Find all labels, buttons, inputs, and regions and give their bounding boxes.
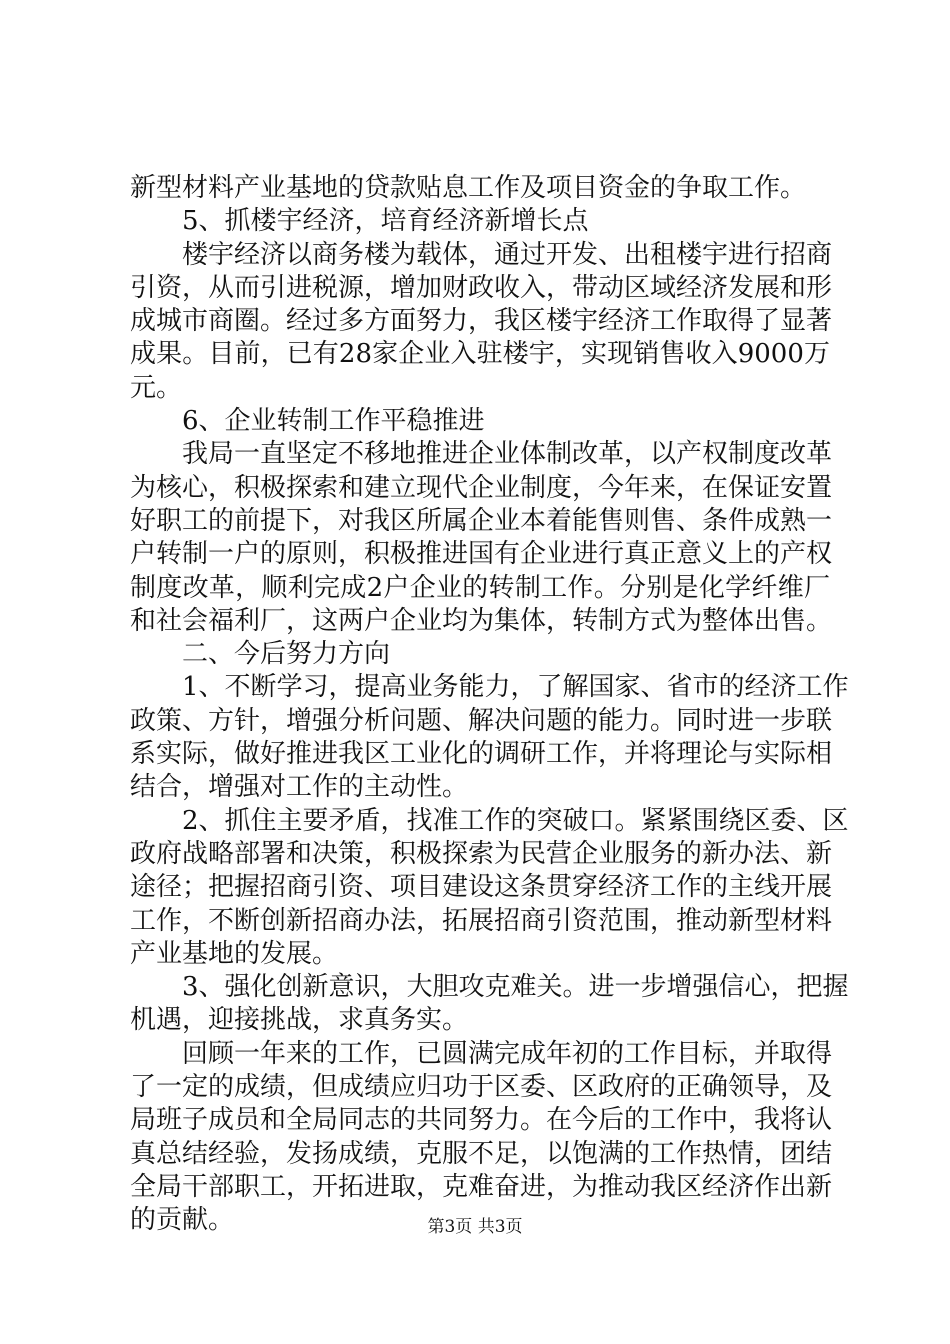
text-line: 楼宇经济以商务楼为载体，通过开发、出租楼宇进行招商 (182, 239, 833, 270)
text-line: 二、今后努力方向 (182, 639, 391, 670)
text-line: 引资，从而引进税源，增加财政收入，带动区域经济发展和形 (130, 272, 833, 303)
text-line: 新型材料产业基地的贷款贴息工作及项目资金的争取工作。 (130, 173, 807, 203)
text-line: 成城市商圈。经过多方面努力，我区楼宇经济工作取得了显著 (130, 306, 833, 337)
text-line: 真总结经验，发扬成绩，克服不足，以饱满的工作热情，团结 (130, 1138, 833, 1169)
text-line: 好职工的前提下，对我区所属企业本着能售则售、条件成熟一 (130, 505, 833, 536)
text-line: 6、企业转制工作平稳推进 (182, 406, 485, 437)
text-line: 政府战略部署和决策，积极探索为民营企业服务的新办法、新 (130, 838, 833, 869)
document-body (130, 172, 849, 1238)
text-line: 回顾一年来的工作，已圆满完成年初的工作目标，并取得 (182, 1038, 833, 1069)
text-line: 局班子成员和全局同志的共同努力。在今后的工作中，我将认 (130, 1105, 833, 1136)
text-line: 3、强化创新意识，大胆攻克难关。进一步增强信心，把握 (182, 972, 849, 1003)
text-line: 结合，增强对工作的主动性。 (130, 772, 469, 803)
text-line: 5、抓楼宇经济，培育经济新增长点 (182, 206, 589, 237)
text-line: 工作，不断创新招商办法，拓展招商引资范围，推动新型材料 (130, 905, 833, 936)
text-line: 元。 (130, 372, 183, 403)
text-line: 我局一直坚定不移地推进企业体制改革，以产权制度改革 (182, 439, 833, 470)
text-line: 系实际，做好推进我区工业化的调研工作，并将理论与实际相 (130, 739, 833, 770)
text-line: 为核心，积极探索和建立现代企业制度，今年来，在保证安置 (130, 472, 833, 503)
text-line: 制度改革，顺利完成2户企业的转制工作。分别是化学纤维厂 (130, 572, 830, 603)
text-line: 户转制一户的原则，积极推进国有企业进行真正意义上的产权 (130, 539, 833, 570)
text-line: 和社会福利厂，这两户企业均为集体，转制方式为整体出售。 (130, 605, 833, 636)
text-line: 政策、方针，增强分析问题、解决问题的能力。同时进一步联 (130, 705, 833, 736)
text-line: 的贡献。 (130, 1205, 235, 1236)
text-line: 2、抓住主要矛盾，找准工作的突破口。紧紧围绕区委、区 (182, 805, 849, 836)
page-footer: 第3页 共3页 (427, 1217, 523, 1237)
text-line: 机遇，迎接挑战，求真务实。 (130, 1005, 469, 1036)
text-line: 成果。目前，已有28家企业入驻楼宇，实现销售收入9000万 (130, 339, 830, 370)
text-line: 了一定的成绩，但成绩应归功于区委、区政府的正确领导，及 (130, 1072, 833, 1103)
text-line: 全局干部职工，开拓进取，克难奋进，为推动我区经济作出新 (130, 1171, 833, 1202)
text-line: 途径；把握招商引资、项目建设这条贯穿经济工作的主线开展 (130, 872, 833, 903)
text-line: 产业基地的发展。 (130, 938, 339, 969)
text-line: 1、不断学习，提高业务能力，了解国家、省市的经济工作 (182, 672, 849, 703)
